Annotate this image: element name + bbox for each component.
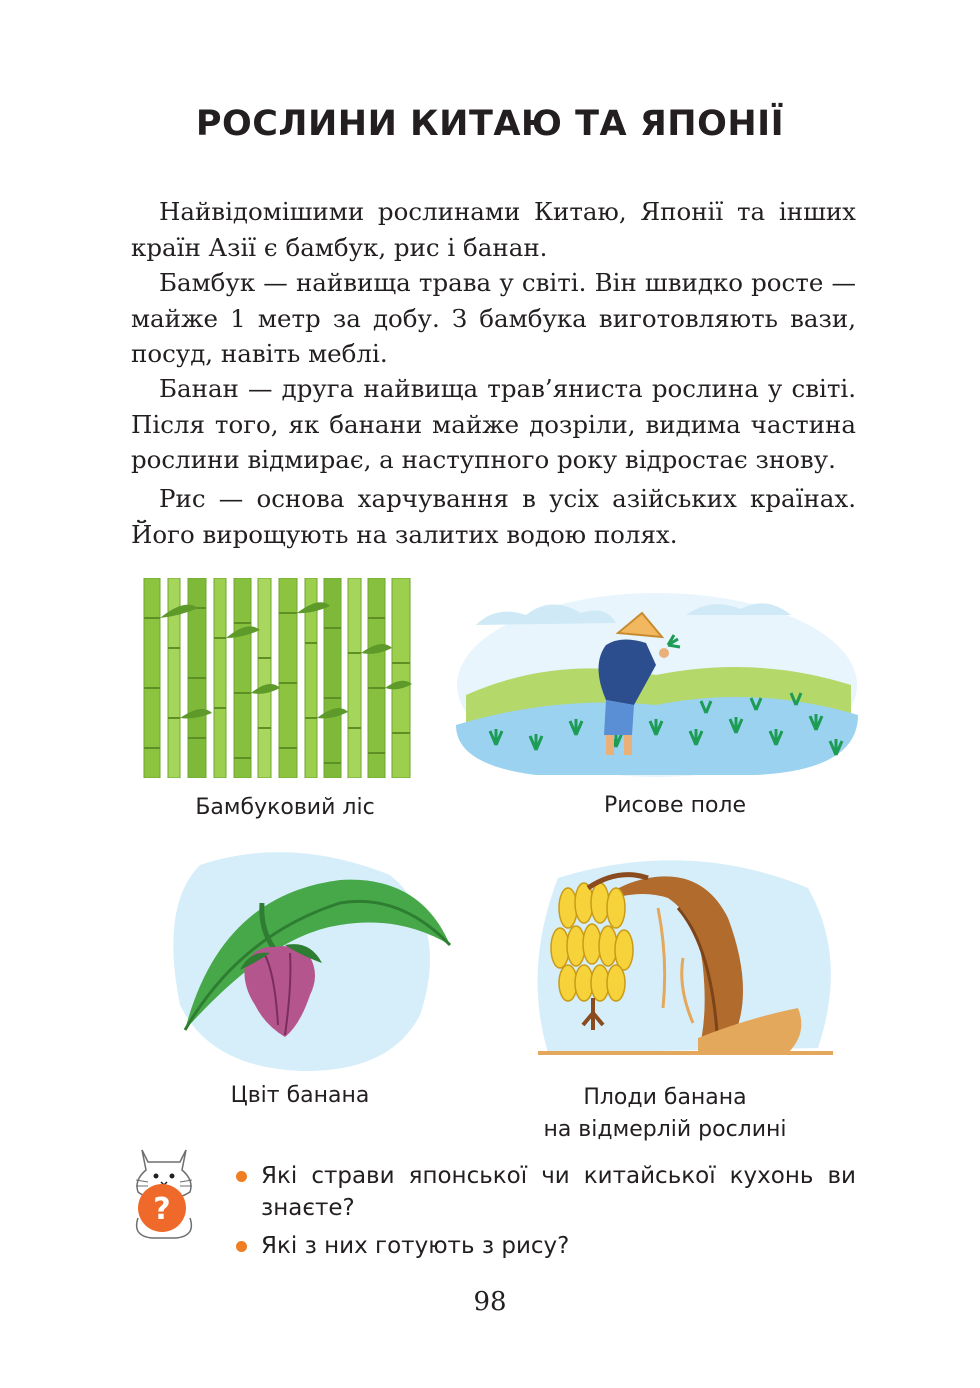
caption-fruit-line2: на відмерлій рослині [543,1117,787,1142]
question-item: Які страви японської чи китайської кухонь ви знаєте? [236,1160,856,1224]
question-list [236,1160,856,1268]
rice-field-illustration [456,585,858,777]
caption-rice: Рисове поле [603,793,747,818]
caption-flower: Цвіт банана [230,1083,370,1108]
page-title: РОСЛИНИ КИТАЮ ТА ЯПОНІЇ [195,104,785,144]
caption-bamboo: Бамбуковий ліс [195,795,375,820]
paragraph-rice: Рис — основа харчування в усіх азійських країнах. Його вирощують на залитих водою полях. [131,484,856,549]
bamboo-forest-illustration [140,578,415,778]
banana-flower-illustration [160,845,455,1073]
paragraph-bamboo: Бамбук — найвища трава у світі. Він швидко росте — майже 1 метр за добу. З бамбука виготовляють вази, посуд, навіть меблі. [131,268,856,368]
caption-fruit-line1: Плоди банана [583,1085,747,1110]
paragraph-banana: Банан — друга найвища трав’яниста рослина у світі. Після того, як банани майже дозріли, видима частина рослини відмирає, а наступного року відростає знову. [131,374,856,474]
banana-fruit-illustration [528,848,838,1060]
question-badge-mark: ? [153,1192,171,1227]
question-item: Які з них готують з рису? [236,1230,856,1262]
paragraph-intro: Найвідомішими рослинами Китаю, Японії та інших країн Азії є бамбук, рис і банан. [131,197,856,262]
caption-fruit [530,1082,800,1146]
question-cat-icon [128,1140,200,1240]
page-number: 98 [473,1287,507,1317]
